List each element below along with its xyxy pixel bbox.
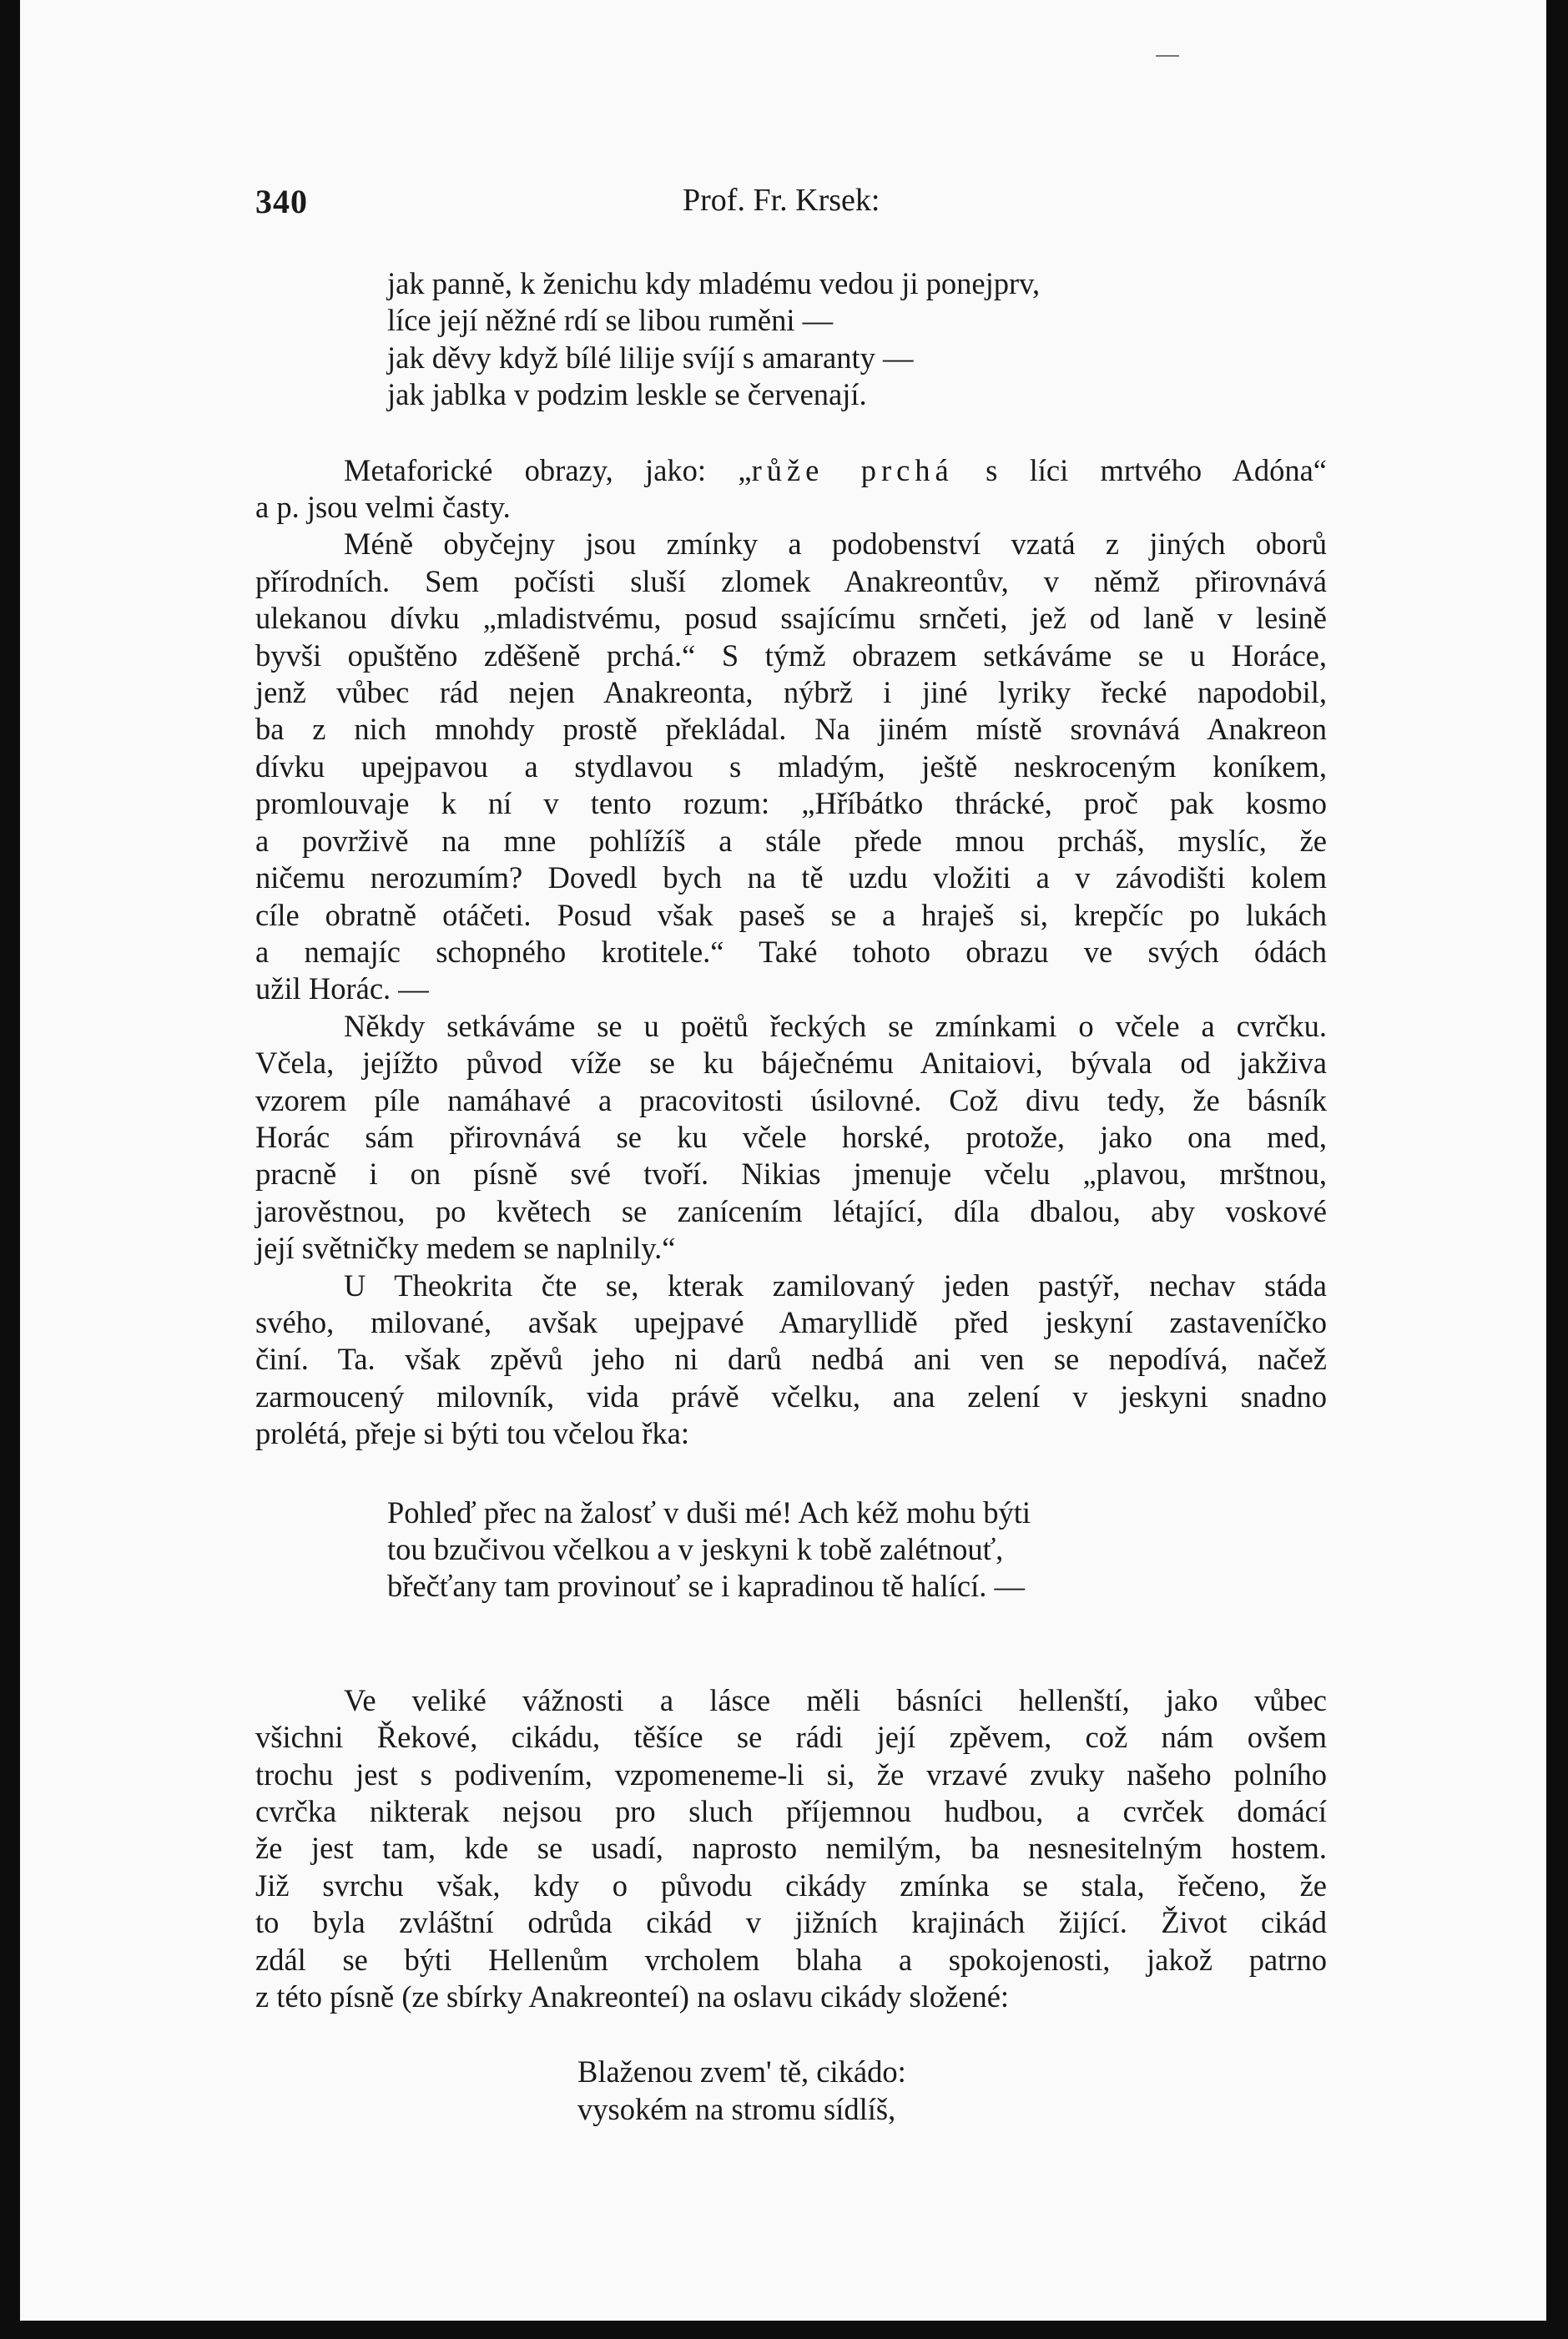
- verse-quote-2: [255, 1495, 1327, 1606]
- text-line: Včela, jejížto původ víže se ku báječnému Anitaiovi, bývala od jakživa: [255, 1046, 1327, 1081]
- verse-line: jak děvy když bílé lilije svíjí s amaranty —: [387, 340, 914, 375]
- text-line: její světničky medem se naplnily.“: [255, 1231, 676, 1266]
- text-line: Někdy setkáváme se u poëtů řeckých se zmínkami o včele a cvrčku.: [344, 1008, 1327, 1043]
- text-line: a nemajíc schopného krotitele.“ Také tohoto obrazu ve svých ódách: [255, 934, 1327, 969]
- text-line: přírodních. Sem počísti sluší zlomek Anakreontův, v němž přirovnává: [255, 563, 1327, 598]
- paragraph-comparisons: [255, 526, 1327, 1007]
- text-line: že jest tam, kde se usadí, naprosto nemilým, ba nesnesitelným hostem.: [255, 1831, 1327, 1866]
- page-number: 340: [255, 183, 308, 220]
- scan-edge-right: [1546, 0, 1568, 2339]
- text-line: Horác sám přirovnává se ku včele horské, protože, jako ona med,: [255, 1119, 1327, 1154]
- page-header: [255, 182, 1315, 229]
- text-line: zarmoucený milovník, vida právě včelku, ana zelení v jeskyni snadno: [255, 1379, 1327, 1414]
- paragraph-bee-cricket: [255, 1008, 1327, 1268]
- text-line: ulekanou dívku „mladistvému, posud ssajícímu srnčeti, jež od laně v lesině: [255, 601, 1327, 636]
- text-line: vzorem píle namáhavé a pracovitosti úsilovné. Což divu tedy, že básník: [255, 1082, 1327, 1117]
- text-line: byvši opuštěno zděšeně prchá.“ S týmž obrazem setkáváme se u Horáce,: [255, 638, 1327, 673]
- text-line: pracně i on písně své tvoří. Nikias jmenuje včelu „plavou, mrštnou,: [255, 1157, 1327, 1192]
- text-line: všichni Řekové, cikádu, těšíce se rádi její zpěvem, což nám ovšem: [255, 1720, 1327, 1755]
- text-line: a povrživě na mne pohlížíš a stále přede mnou prcháš, myslíc, že: [255, 823, 1327, 858]
- verse-quote-3: [255, 2054, 1327, 2128]
- text-line: zdál se býti Hellenům vrcholem blaha a spokojenosti, jakož patrno: [255, 1942, 1327, 1977]
- verse-line: břečťany tam provinouť se i kapradinou tě halící. —: [387, 1569, 1026, 1604]
- verse-line: líce její něžné rdí se libou ruměni —: [387, 303, 834, 338]
- scan-speck: [1156, 55, 1179, 57]
- text-line: a p. jsou velmi časty.: [255, 490, 511, 525]
- running-head: Prof. Fr. Krsek:: [683, 183, 880, 218]
- text-line: to byla zvláštní odrůda cikád v jižních krajinách žijící. Život cikád: [255, 1905, 1327, 1940]
- text-line: dívku upejpavou a stydlavou s mladým, ještě neskroceným koníkem,: [255, 749, 1327, 784]
- text-line: promlouvaje k ní v tento rozum: „Hříbátko thrácké, proč pak kosmo: [255, 786, 1327, 821]
- text-line: svého, milované, avšak upejpavé Amaryllidě před jeskyní zastaveníčko: [255, 1304, 1327, 1339]
- paragraph-cicada: [255, 1682, 1327, 2016]
- text-line: Ve veliké vážnosti a lásce měli básníci hellenští, jako vůbec: [344, 1682, 1327, 1717]
- body-text: [255, 265, 1327, 2128]
- text-line: užil Horác. —: [255, 971, 429, 1006]
- text-line: [255, 452, 1327, 489]
- text-fragment: s líci mrtvého Adóna“: [953, 452, 1327, 487]
- text-line: cíle obratně otáčeti. Posud však paseš se a hraješ si, krepčíc po lukách: [255, 897, 1327, 932]
- text-line: ničemu nerozumím? Dovedl bych na tě uzdu vložiti a v závodišti kolem: [255, 860, 1327, 895]
- text-line: jarověstnou, po květech se zanícením létající, díla dbalou, aby voskové: [255, 1193, 1327, 1228]
- text-line: trochu jest s podivením, vzpomeneme-li si, že vrzavé zvuky našeho polního: [255, 1757, 1327, 1792]
- text-line: cvrčka nikterak nejsou pro sluch příjemnou hudbou, a cvrček domácí: [255, 1794, 1327, 1829]
- paragraph-theocritus: [255, 1268, 1327, 1453]
- verse-line: tou bzučivou včelkou a v jeskyni k tobě zalétnouť,: [387, 1532, 1004, 1566]
- verse-line: Pohleď přec na žalosť v duši mé! Ach kéž mohu býti: [387, 1495, 1031, 1530]
- text-line: činí. Ta. však zpěvů jeho ni darů nedbá ani ven se nepodívá, načež: [255, 1342, 1327, 1377]
- spaced-emphasis: růže prchá: [751, 452, 954, 487]
- text-fragment: Metaforické obrazy, jako: „: [344, 452, 752, 487]
- text-line: Méně obyčejny jsou zmínky a podobenství vzatá z jiných oborů: [344, 527, 1327, 562]
- text-line: jenž vůbec rád nejen Anakreonta, nýbrž i jiné lyriky řecké napodobil,: [255, 675, 1327, 710]
- verse-line: Blaženou zvem' tě, cikádo:: [577, 2054, 906, 2089]
- verse-line: jak jablka v podzim leskle se červenají.: [387, 377, 867, 412]
- verse-line: jak panně, k ženichu kdy mladému vedou ji ponejprv,: [387, 266, 1041, 300]
- text-line: Již svrchu však, kdy o původu cikády zmínka se stala, řečeno, že: [255, 1868, 1327, 1903]
- text-line: prolétá, přeje si býti tou včelou řka:: [255, 1416, 689, 1451]
- scan-edge-left: [0, 0, 20, 2339]
- verse-quote-1: [255, 265, 1327, 414]
- text-line: z této písně (ze sbírky Anakreonteí) na oslavu cikády složené:: [255, 1979, 1010, 2014]
- scan-edge-bottom: [0, 2321, 1568, 2339]
- verse-line: vysokém na stromu sídlíš,: [577, 2091, 896, 2126]
- text-line: ba z nich mnohdy prostě překládal. Na jiném místě srovnává Anakreon: [255, 712, 1327, 747]
- paragraph-metaphors: [255, 452, 1327, 527]
- text-line: U Theokrita čte se, kterak zamilovaný jeden pastýř, nechav stáda: [344, 1268, 1327, 1303]
